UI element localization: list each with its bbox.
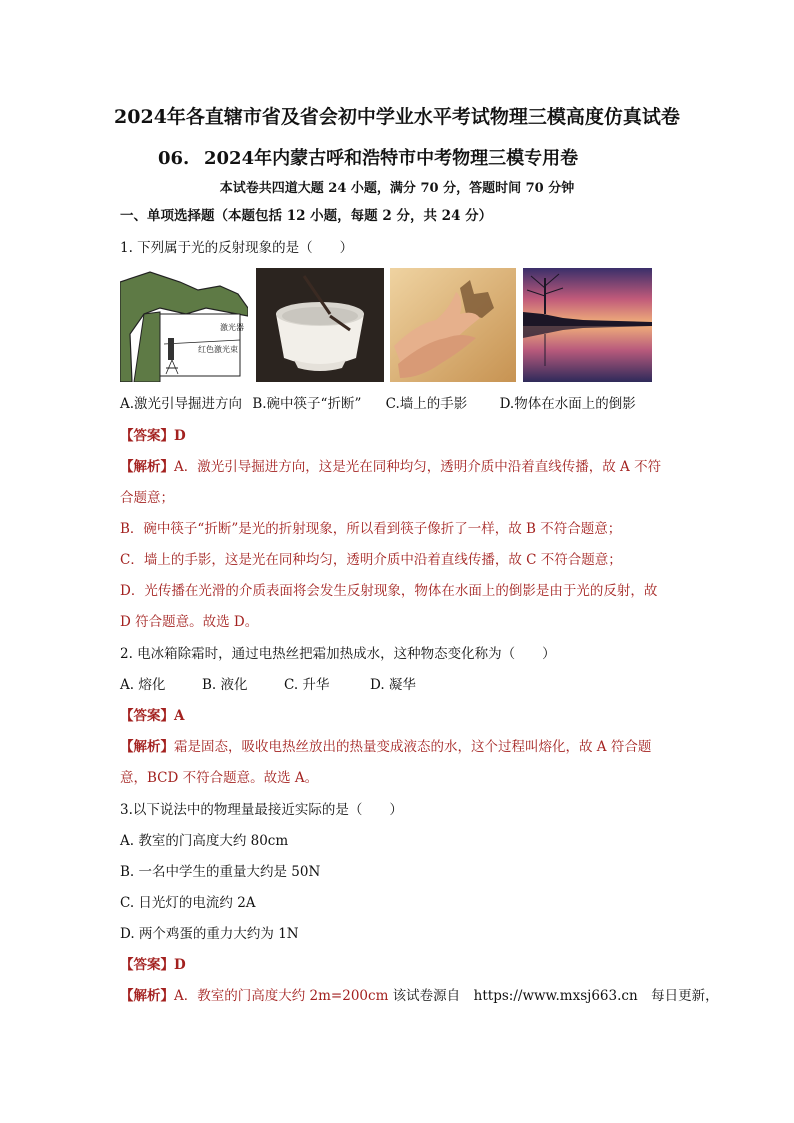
q1-image-laser-tunnel (120, 268, 248, 382)
paper-title-text: 2024年内蒙古呼和浩特市中考物理三模专用卷 (204, 148, 579, 169)
answer-tag: 【答案】 (120, 708, 174, 724)
q1-analysis-line-4: C．墙上的手影，这是光在同种均匀，透明介质中沿着直线传播，故 C 不符合题意； (120, 552, 622, 568)
q3-answer (120, 957, 186, 973)
paper-number: 06. (158, 148, 190, 169)
analysis-value: 2m=200cm (309, 988, 389, 1004)
document-title: 2024年各直辖市省及省会初中学业水平考试物理三模高度仿真试卷 (114, 106, 680, 128)
q2-answer (120, 708, 184, 724)
answer-tag: 【答案】 (120, 428, 174, 444)
answer-value: A (174, 708, 185, 724)
source-watermark: 该试卷源自 https://www.mxsj663.cn 每日更新， (388, 988, 719, 1004)
q3-option-d[interactable]: D. 两个鸡蛋的重力大约为 1N (120, 926, 299, 942)
q2-option-c[interactable]: C. 升华 (284, 677, 330, 693)
analysis-text: A．激光引导掘进方向，这是光在同种均匀，透明介质中沿着直线传播，故 A 不符 (174, 459, 662, 475)
paper-title (158, 148, 578, 170)
q2-options (120, 677, 416, 693)
analysis-tag: 【解析】 (120, 459, 174, 475)
q2-option-a[interactable]: A. 熔化 (120, 677, 166, 693)
analysis-tag: 【解析】 (120, 739, 174, 755)
q1-option-b[interactable]: B.碗中筷子“折断” (252, 396, 362, 412)
q2-option-d[interactable]: D. 凝华 (370, 677, 416, 693)
q3-analysis-line-1 (120, 988, 719, 1004)
answer-value: D (174, 428, 186, 444)
label-laser-beam: 红色激光束 (198, 345, 238, 354)
q2-option-b[interactable]: B. 液化 (202, 677, 248, 693)
q2-analysis-line-1 (120, 739, 651, 755)
q2-analysis-line-2: 意，BCD 不符合题意。故选 A。 (120, 770, 319, 786)
q1-stem: 1. 下列属于光的反射现象的是（ ） (120, 240, 354, 256)
answer-tag: 【答案】 (120, 957, 174, 973)
q1-option-c[interactable]: C.墙上的手影 (385, 396, 468, 412)
q3-option-c[interactable]: C. 日光灯的电流约 2A (120, 895, 256, 911)
q1-option-d[interactable]: D.物体在水面上的倒影 (499, 396, 636, 412)
q1-image-lake-reflection (523, 268, 652, 382)
q1-image-bowl-chopstick (256, 268, 384, 382)
label-laser: 激光器 (220, 323, 244, 332)
q3-option-a[interactable]: A. 教室的门高度大约 80cm (120, 833, 289, 849)
analysis-tag: 【解析】 (120, 988, 174, 1004)
q1-analysis-line-3: B．碗中筷子“折断”是光的折射现象，所以看到筷子像折了一样，故 B 不符合题意； (120, 521, 622, 537)
q3-stem: 3.以下说法中的物理量最接近实际的是（ ） (120, 802, 403, 818)
q1-analysis-line-1 (120, 459, 661, 475)
q2-stem: 2. 电冰箱除霜时，通过电热丝把霜加热成水，这种物态变化称为（ ） (120, 646, 556, 662)
q1-analysis-line-2: 合题意； (120, 490, 174, 506)
analysis-text: A．教室的门高度大约 (174, 988, 310, 1004)
q1-options (120, 396, 636, 412)
q1-option-a[interactable]: A.激光引导掘进方向 (120, 396, 243, 412)
q1-image-hand-shadow (390, 268, 516, 382)
q1-analysis-line-5: D．光传播在光滑的介质表面将会发生反射现象，物体在水面上的倒影是由于光的反射，故 (120, 583, 658, 599)
section-heading: 一、单项选择题（本题包括 12 小题，每题 2 分，共 24 分） (120, 208, 493, 224)
exam-info: 本试卷共四道大题 24 小题，满分 70 分，答题时间 70 分钟 (219, 181, 575, 196)
q1-answer (120, 428, 186, 444)
q3-option-b[interactable]: B. 一名中学生的重量大约是 50N (120, 864, 321, 880)
analysis-text: 霜是固态，吸收电热丝放出的热量变成液态的水，这个过程叫熔化，故 A 符合题 (174, 739, 652, 755)
q1-analysis-line-6: D 符合题意。故选 D。 (120, 614, 259, 630)
answer-value: D (174, 957, 186, 973)
